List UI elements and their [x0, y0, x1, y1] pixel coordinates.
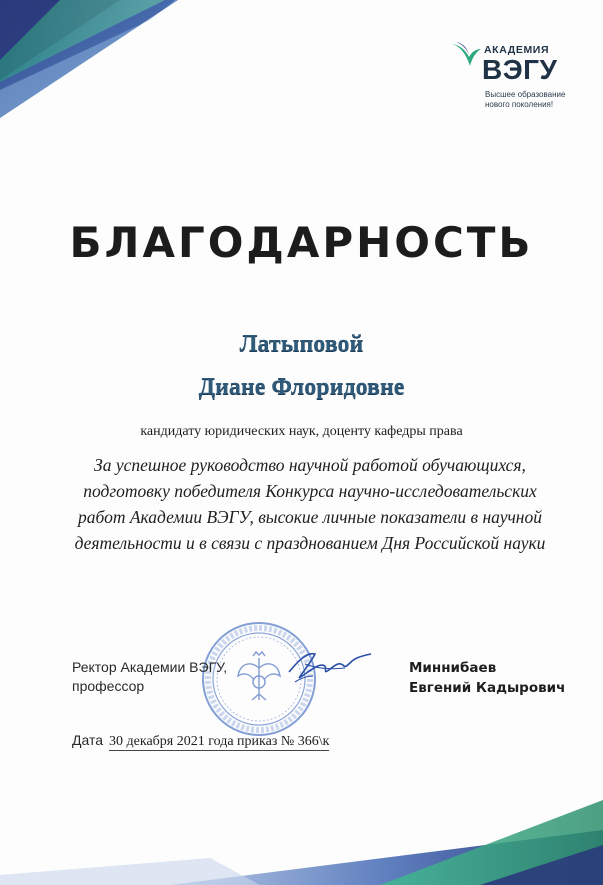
- recipient-position: кандидату юридических наук, доценту кафедры права: [140, 424, 463, 439]
- signatory-title-line2: профессор: [72, 678, 145, 694]
- signatory-name-line2: Евгений Кадырович: [409, 680, 566, 696]
- handwritten-signature: [285, 632, 375, 692]
- stamp-eagle-icon: [238, 652, 280, 700]
- signatory-name-line1: Миннибаев: [409, 660, 497, 676]
- recipient-given-names: Диане Флоридовне: [198, 374, 405, 400]
- recipient-surname: Латыповой: [239, 331, 364, 357]
- logo-tagline-line2: нового поколения!: [485, 100, 554, 109]
- gratitude-line: подготовку победителя Конкурса научно-исследовательских: [83, 481, 537, 501]
- gratitude-line: работ Академии ВЭГУ, высокие личные показатели в научной: [78, 507, 542, 527]
- logo-wave-icon: [450, 40, 482, 70]
- decor-bottom-left-light: [0, 858, 260, 885]
- signatory-title: [72, 658, 227, 696]
- date-row: [72, 732, 329, 750]
- signatory-title-line1: Ректор Академии ВЭГУ,: [72, 659, 228, 675]
- date-label: Дата: [72, 732, 104, 748]
- gratitude-text: [30, 452, 590, 556]
- document-title: БЛАГОДАРНОСТЬ: [69, 218, 534, 267]
- academy-logo: [450, 38, 580, 118]
- logo-top-label: АКАДЕМИЯ: [484, 44, 550, 56]
- logo-tagline-line1: Высшее образование: [485, 90, 566, 99]
- gratitude-line: деятельности и в связи с празднованием Дня Российской науки: [74, 533, 546, 553]
- gratitude-line: За успешное руководство научной работой обучающихся,: [94, 455, 526, 475]
- signatory-name: [409, 658, 565, 698]
- date-value: 30 декабря 2021 года приказ № 366\к: [109, 734, 330, 749]
- logo-name: ВЭГУ: [482, 54, 558, 85]
